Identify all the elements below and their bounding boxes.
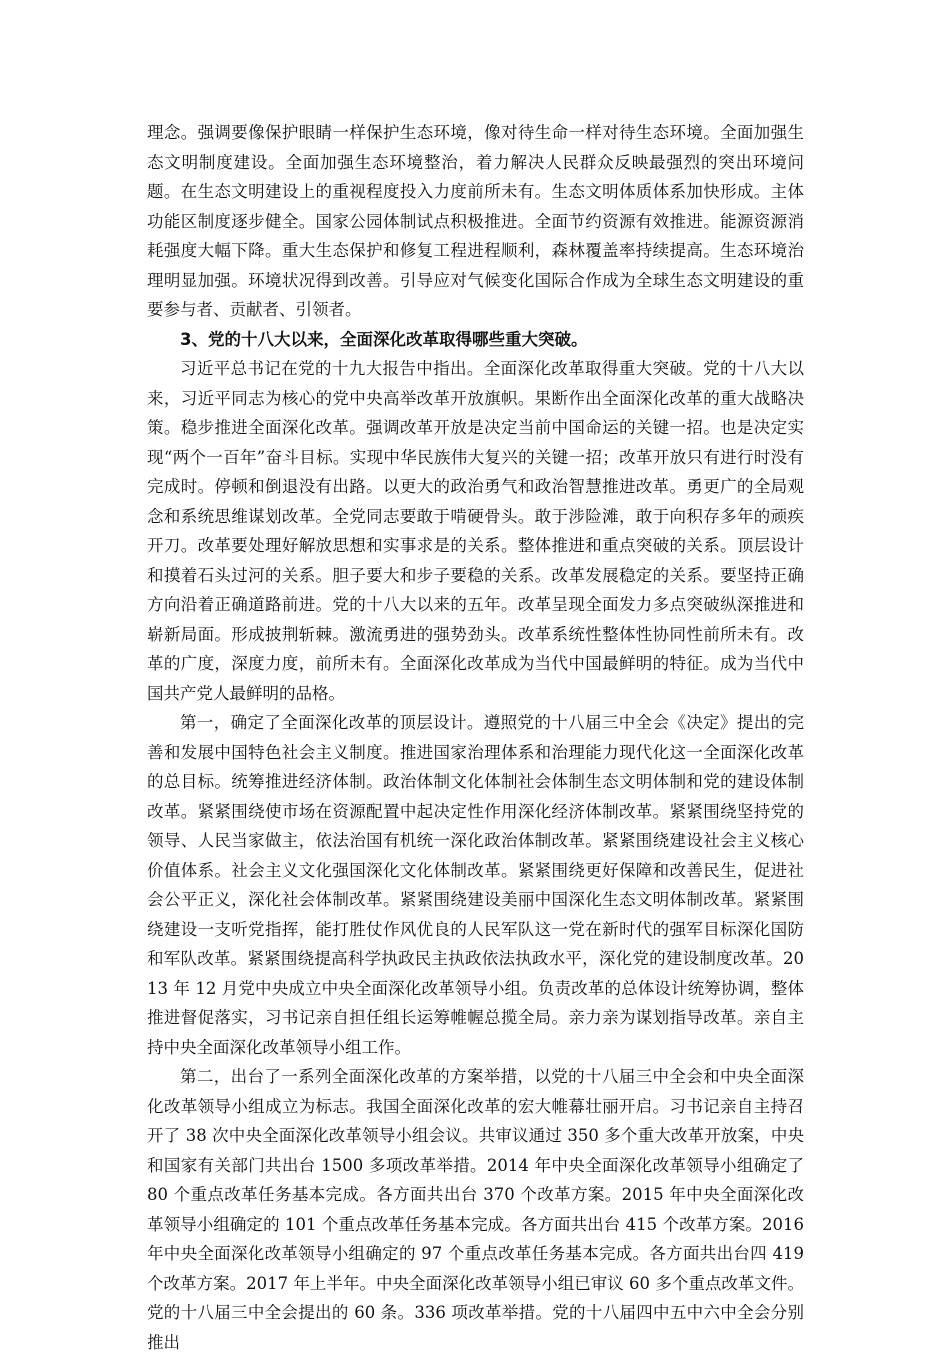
paragraph-second: 第二，出台了一系列全面深化改革的方案举措，以党的十八届三中全会和中央全面深化改革领导小组成立为标志。我国全面深化改革的宏大帷幕壮丽开启。习书记亲自主持召开了 38 次中央全面深化改革领导小组会议。共审议通过 350 多个重大改革开放案，中央和国家有关部门共出台 1500 多项改革举措。2014 年中央全面深化改革领导小组确定了 80 个重点改革任务基本完成。各方面共出台 370 个改革方案。2015 年中央全面深化改革领导小组确定的 101 个重点改革任务基本完成。各方面共出台 415 个改革方案。2016 年中央全面深化改革领导小组确定的 97 个重点改革任务基本完成。各方面共出台四 419 个改革方案。2017 年上半年。中央全面深化改革领导小组已审议 60 多个重点改革文件。党的十八届三中全会提出的 60 条。336 项改革举措。党的十八届四中五中六中全会分别推出 [147, 1067, 804, 1352]
paragraph-intro: 习近平总书记在党的十九大报告中指出。全面深化改革取得重大突破。党的十八大以来，习近平同志为核心的党中央高举改革开放旗帜。果断作出全面深化改革的重大战略决策。稳步推进全面深化改革。强调改革开放是决定当前中国命运的关键一招。也是决定实现“两个一百年”奋斗目标。实现中华民族伟大复兴的关键一招；改革开放只有进行时没有完成时。停顿和倒退没有出路。以更大的政治勇气和政治智慧推进改革。勇更广的全局观念和系统思维谋划改革。全党同志要敢于啃硬骨头。敢于涉险滩，敢于向积存多年的顽疾开刀。改革要处理好解放思想和实事求是的关系。整体推进和重点突破的关系。顶层设计和摸着石头过河的关系。胆子要大和步子要稳的关系。改革发展稳定的关系。要坚持正确方向沿着正确道路前进。党的十八大以来的五年。改革呈现全面发力多点突破纵深推进和崭新局面。形成披荆斩棘。激流勇进的强势劲头。改革系统性整体性协同性前所未有。改革的广度，深度力度，前所未有。全面深化改革成为当代中国最鲜明的特征。成为当代中国共产党人最鲜明的品格。 [147, 359, 804, 703]
paragraph-continued: 理念。强调要像保护眼睛一样保护生态环境，像对待生命一样对待生态环境。全面加强生态文明制度建设。全面加强生态环境整治，着力解决人民群众反映最强烈的突出环境问题。在生态文明建设上的重视程度投入力度前所未有。生态文明体质体系加快形成。主体功能区制度逐步健全。国家公园体制试点积极推进。全面节约资源有效推进。能源资源消耗强度大幅下降。重大生态保护和修复工程进程顺利，森林覆盖率持续提高。生态环境治理明显加强。环境状况得到改善。引导应对气候变化国际合作成为全球生态文明建设的重要参与者、贡献者、引领者。 [147, 123, 804, 319]
section-heading: 3、党的十八大以来，全面深化改革取得哪些重大突破。 [180, 329, 588, 349]
document-body [147, 118, 804, 1357]
paragraph-first: 第一，确定了全面深化改革的顶层设计。遵照党的十八届三中全会《决定》提出的完善和发展中国特色社会主义制度。推进国家治理体系和治理能力现代化这一全面深化改革的总目标。统筹推进经济体制。政治体制文化体制社会体制生态文明体制和党的建设体制改革。紧紧围绕使市场在资源配置中起决定性作用深化经济体制改革。紧紧围绕坚持党的领导、人民当家做主，依法治国有机统一深化政治体制改革。紧紧围绕建设社会主义核心价值体系。社会主义文化强国深化文化体制改革。紧紧围绕更好保障和改善民生，促进社会公平正义，深化社会体制改革。紧紧围绕建设美丽中国深化生态文明体制改革。紧紧围绕建设一支听党指挥，能打胜仗作风优良的人民军队这一党在新时代的强军目标深化国防和军队改革。紧紧围绕提高科学执政民主执政依法执政水平，深化党的建设制度改革。2013 年 12 月党中央成立中央全面深化改革领导小组。负责改革的总体设计统筹协调，整体推进督促落实，习书记亲自担任组长运筹帷幄总揽全局。亲力亲为谋划指导改革。亲自主持中央全面深化改革领导小组工作。 [147, 713, 804, 1057]
